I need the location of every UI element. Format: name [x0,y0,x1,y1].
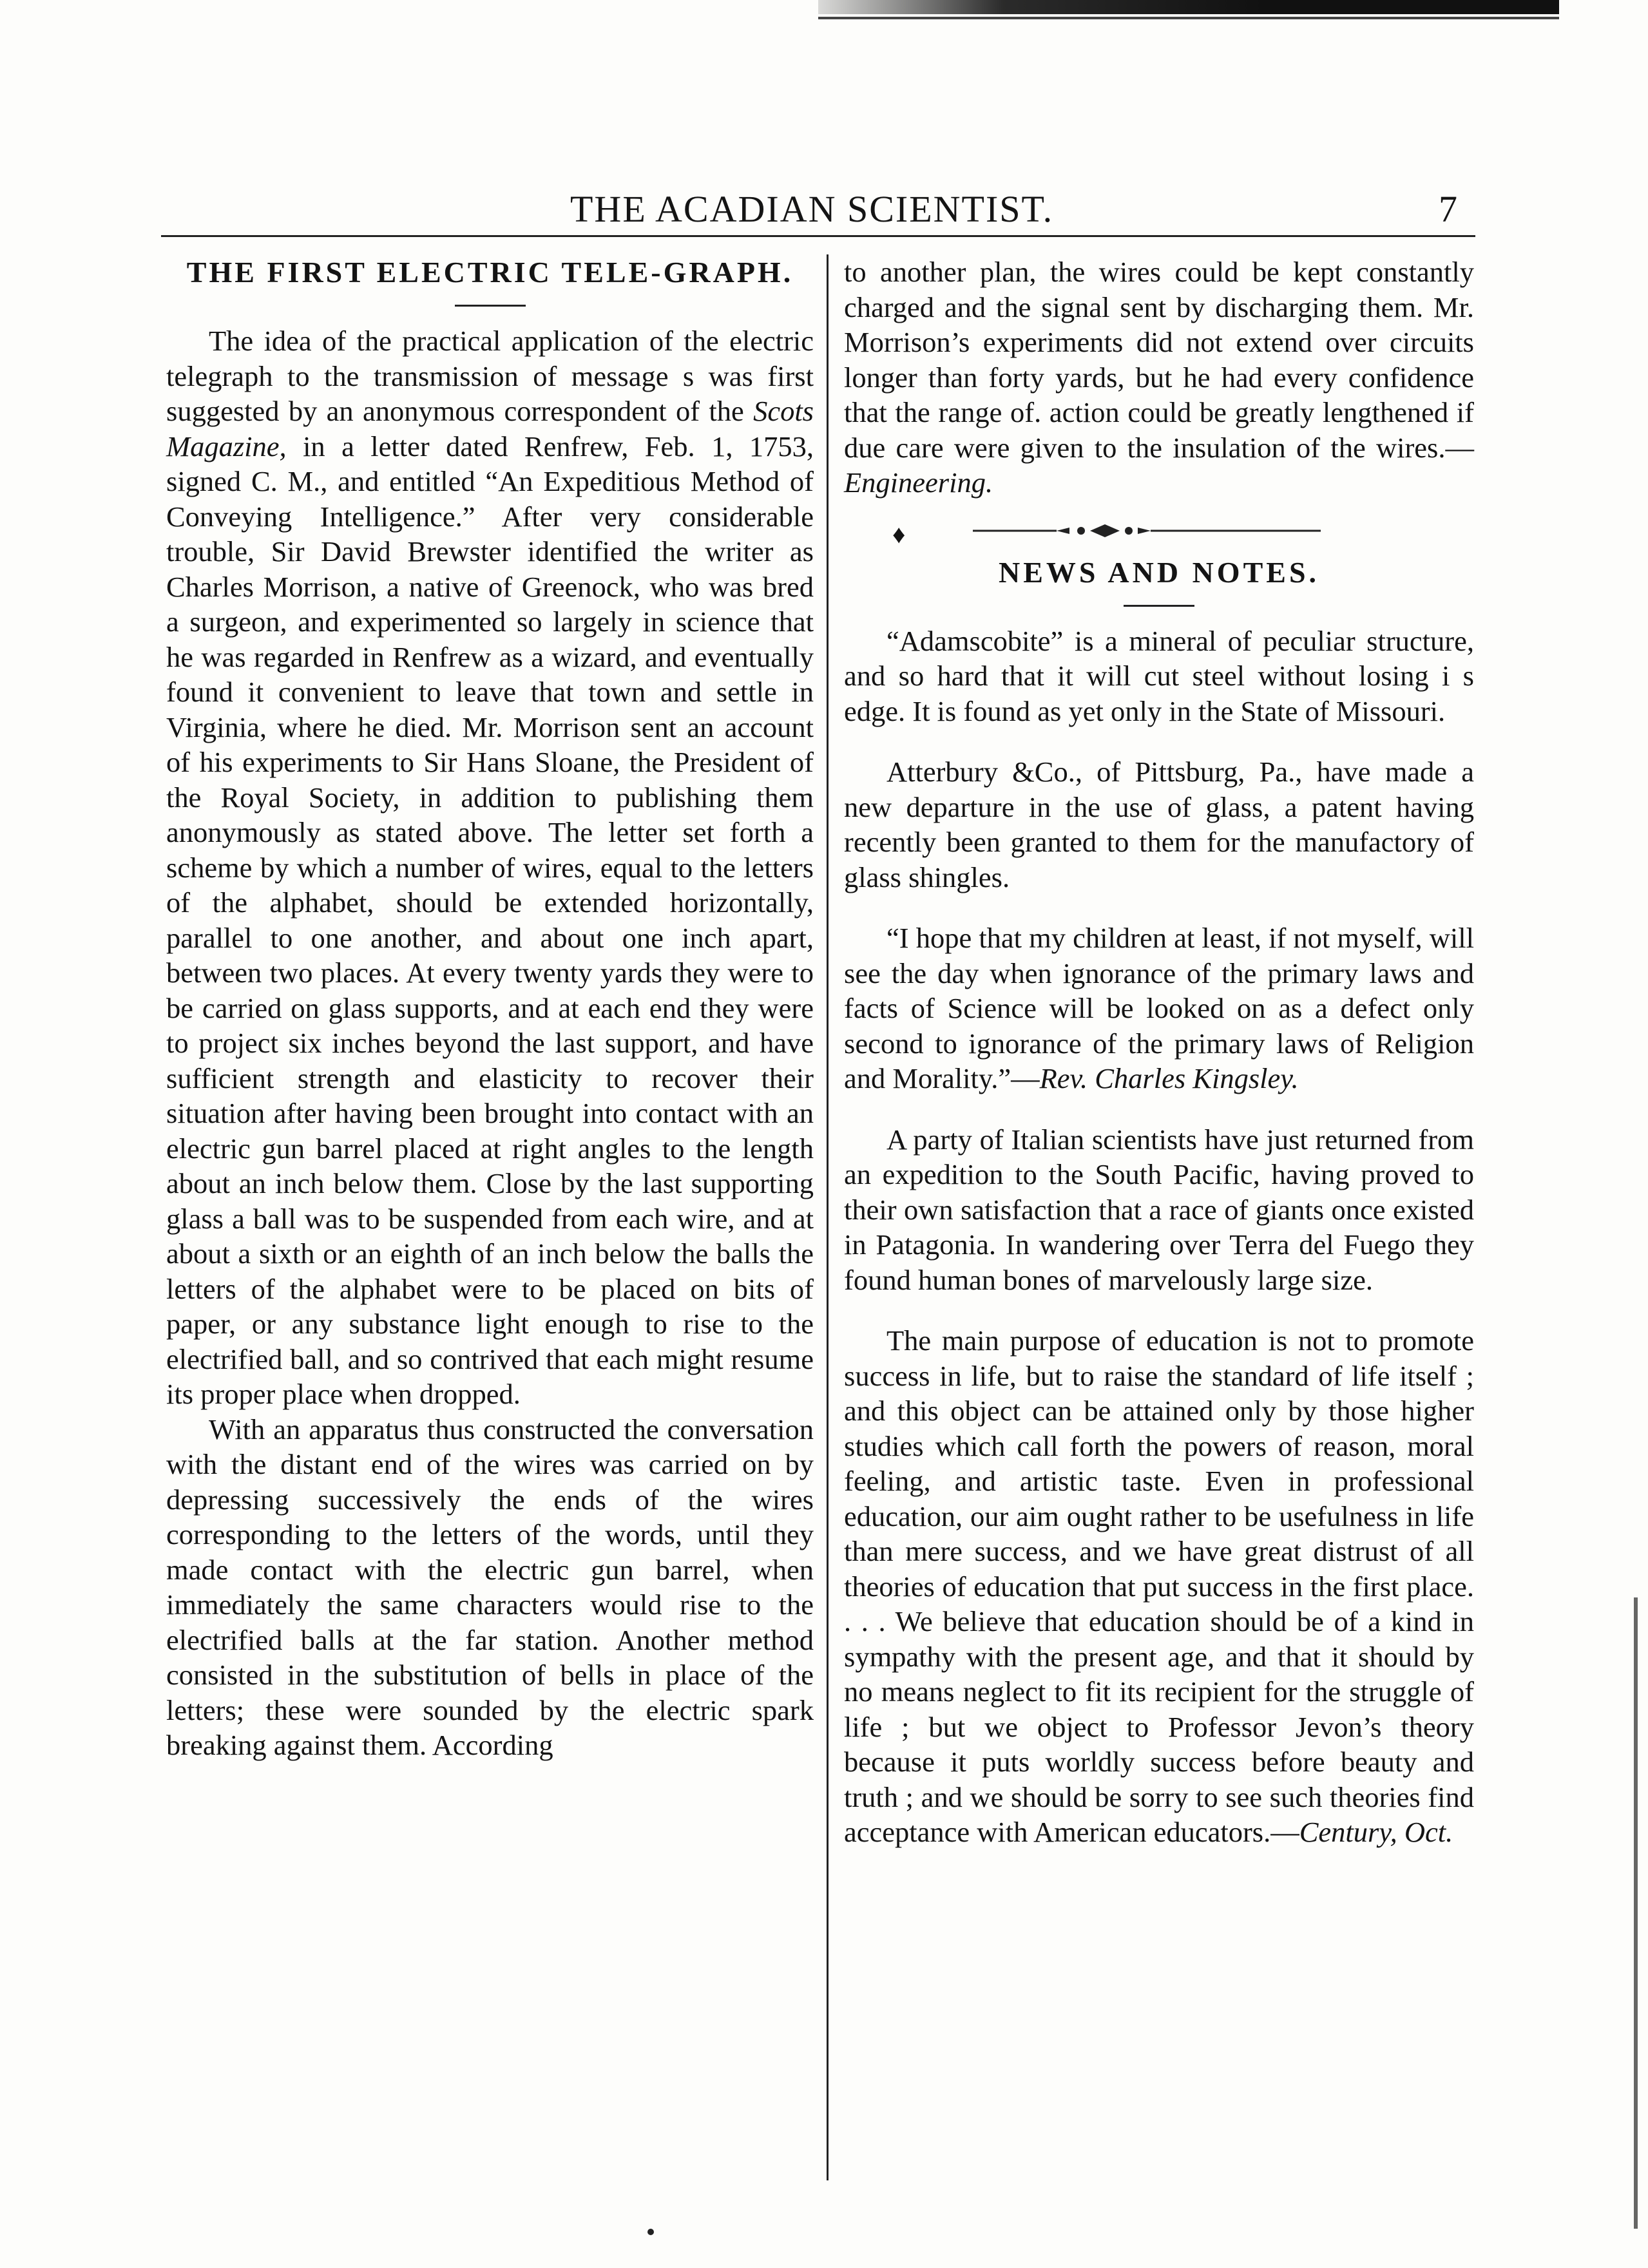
header-rule [161,235,1475,237]
scan-edge-bar [818,0,1559,14]
running-header [180,187,1469,232]
continuation-source: Engineering. [844,466,993,499]
kingsley-quote-text: “I hope that my children at least, if not myself, will see the day when ignorance of the primary laws and facts of Science will be looked on as a defect only second to ignorance of the primary laws of Religion and Morality.”— [844,922,1475,1094]
title-rule [455,305,526,307]
bottom-mark [647,2229,654,2235]
ornament-dot: ♦ [892,519,906,549]
article-title: THE FIRST ELECTRIC TELE-GRAPH. [186,256,794,289]
magazine-name: Scots Magazine, [166,395,814,462]
left-column [166,254,814,1763]
article-paragraph-1-start: The idea of the practical application of the electric telegraph to the transmission of message s was first suggested by an anonymous correspondent of the [166,325,814,427]
section-ornament [844,512,1474,551]
note-kingsley-quote [844,920,1474,1096]
scan-edge-line [818,17,1559,19]
note-adamscobite: “Adamscobite” is a mineral of peculiar structure, and so hard that it will cut steel without losing i s edge. It is found as yet only in the State of Missouri. [844,624,1474,727]
note-atterbury: Atterbury &Co., of Pittsburg, Pa., have made a new departure in the use of glass, a patent having recently been granted to them for the manufactory of glass shingles. [844,756,1474,893]
note-italian-scientists: A party of Italian scientists have just returned from an expedition to the South Pacific, having proved to their own satisfaction that a race of giants once existed in Patagonia. In wandering over Terra del Fuego they found human bones of marvelously large size. [844,1123,1474,1296]
kingsley-quote-source: Rev. Charles Kingsley. [1039,1062,1299,1094]
education-source: Century, Oct. [1299,1816,1453,1848]
education-text: The main purpose of education is not to promote success in life, but to raise the standard of life itself ; and this object can be attained only by those higher studies which call forth the powers of reason, moral feeling, and artistic taste. Even in professional education, our aim ought rather to be usefulness in life than mere success, and we have great distrust of all theories of education that put success in the first place. . . . We believe that education should be of a kind in sympathy with the present age, and that it should by no means neglect to fit its recipient for the struggle of life ; but we object to Professor Jevon’s theory because it puts worldly success before beauty and truth ; and we should be sorry to see such theories find acceptance with American educators.— [844,1324,1474,1848]
page-number: 7 [1439,188,1457,230]
article-paragraph-1 [166,323,814,1412]
article-paragraph-2: With an apparatus thus constructed the conversation with the distant end of the wires was carried on by depressing successively the ends of the wires corresponding to the letters of the words, until they made contact with the electric gun barrel, when immediately the same characters would rise to the electrified balls at the far station. Another method consisted in the substitution of bells in place of the letters; these were sounded by the electric spark breaking against them. According [166,1413,814,1761]
continuation-text: to another plan, the wires could be kept constantly charged and the signal sent by discharging them. Mr. Morrison’s experiments did not extend over circuits longer than forty yards, but he had every confidence that the range of. action could be greatly lengthened if due care were given to the insulation of the wires.— [844,256,1474,464]
column-divider [827,254,829,2180]
article-continuation [844,254,1474,500]
news-heading: NEWS AND NOTES. [998,555,1320,589]
scan-right-edge [1634,1597,1638,2229]
journal-title: THE ACADIAN SCIENTIST. [570,188,1054,230]
news-heading-rule [1124,605,1194,607]
note-education [844,1323,1474,1850]
ornament-rule-icon [973,521,1321,540]
article-paragraph-1-rest: in a letter dated Renfrew, Feb. 1, 1753, signed C. M., and entitled “An Expeditious Method of Conveying Intelligence.” After very considerable trouble, Sir David Brewster identified the writer as Charles Morrison, a native of Greenock, who was bred a surgeon, and experimented so largely in science that he was regarded in Renfrew as a wizard, and eventually found it convenient to leave that town and settle in Virginia, where he died. Mr. Morrison sent an account of his experiments to Sir Hans Sloane, the President of the Royal Society, in addition to publishing them anonymously as stated above. The letter set forth a scheme by which a number of wires, equal to the letters of the alphabet, should be extended horizontally, parallel to one another, and about one inch apart, between two places. At every twenty yards they were to be carried on glass supports, and at each end they were to project six inches beyond the last support, and have sufficient strength and elasticity to recover their situation after having been brought into contact with an electric gun barrel placed at right angles to the length about an inch below them. Close by the last supporting glass a ball was to be suspended from each wire, and at about a sixth or an eighth of an inch below the balls the letters of the alphabet were to be placed on bits of paper, or any substance light enough to rise to the electrified ball, and so contrived that each might resume its proper place when dropped. [166,430,814,1410]
right-column [844,254,1474,1850]
